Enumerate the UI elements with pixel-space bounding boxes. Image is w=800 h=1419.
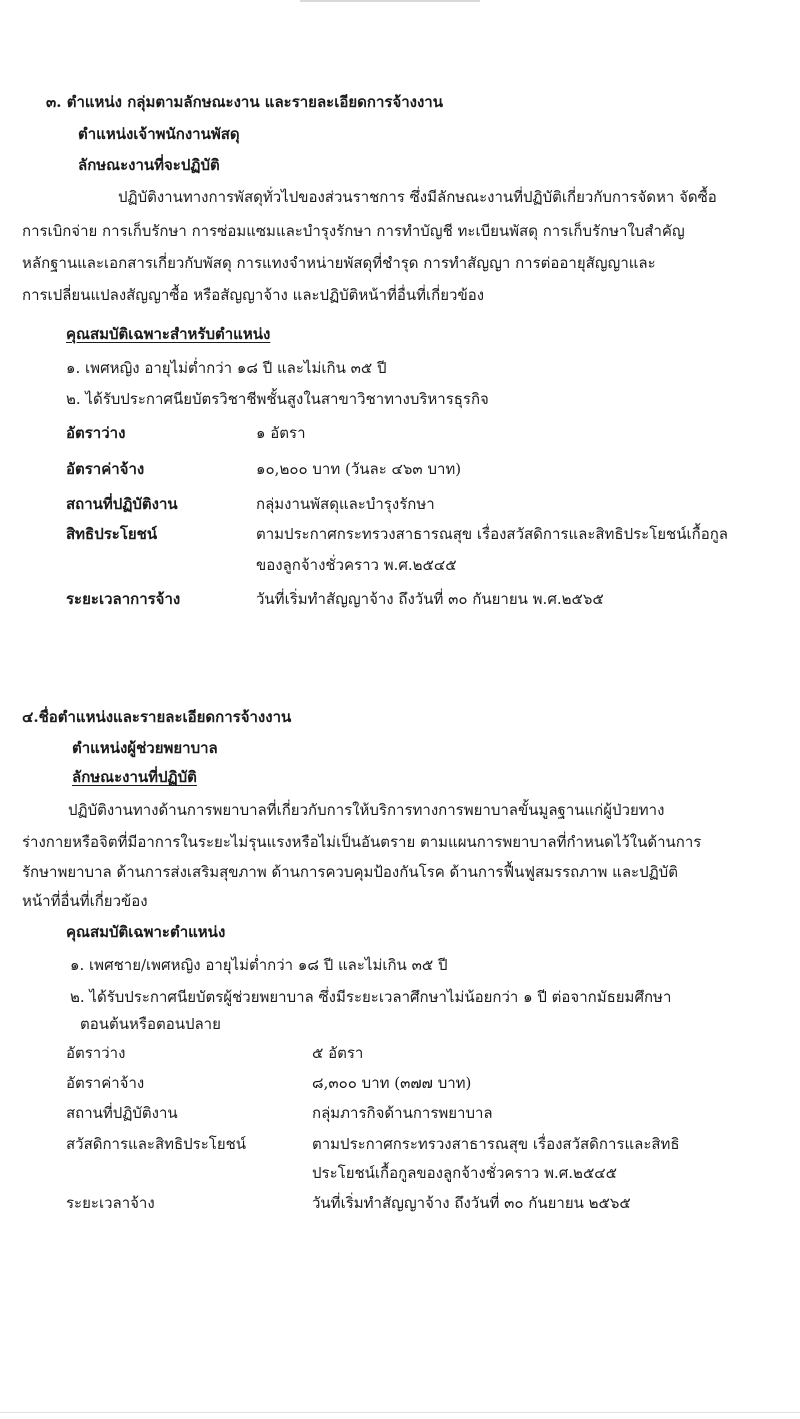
section4-wage-value: ๘,๓๐๐ บาท (๓๗๗ บาท)	[312, 1074, 472, 1092]
section3-period-value: วันที่เริ่มทำสัญญาจ้าง ถึงวันที่ ๓๐ กันยายน พ.ศ.๒๕๖๕	[256, 590, 604, 608]
section3-duties-line: การเบิกจ่าย การเก็บรักษา การซ่อมแซมและบำรุงรักษา การทำบัญชี ทะเบียนพัสดุ การเก็บรักษาใบสำคัญ	[22, 222, 685, 240]
section3-qual-title: คุณสมบัติเฉพาะสำหรับตำแหน่ง	[66, 325, 271, 343]
section4-duties-title: ลักษณะงานที่ปฏิบัติ	[72, 768, 197, 786]
section4-benefits-value: ประโยชน์เกื้อกูลของลูกจ้างชั่วคราว พ.ศ.๒๕๔๕	[312, 1164, 618, 1182]
section4-qual-line: ตอนต้นหรือตอนปลาย	[80, 1015, 221, 1033]
section3-workplace-value: กลุ่มงานพัสดุและบำรุงรักษา	[256, 495, 435, 513]
section3-qual-line: ๑. เพศหญิง อายุไม่ต่ำกว่า ๑๘ ปี และไม่เกิน ๓๕ ปี	[66, 359, 387, 377]
section3-benefits-label: สิทธิประโยชน์	[66, 525, 158, 543]
section3-workplace-label: สถานที่ปฏิบัติงาน	[66, 495, 178, 513]
section3-wage-value: ๑๐,๒๐๐ บาท (วันละ ๔๖๓ บาท)	[256, 460, 462, 478]
section3-benefits-value: ตามประกาศกระทรวงสาธารณสุข เรื่องสวัสดิการและสิทธิประโยชน์เกื้อกูล	[256, 525, 728, 543]
section3-position: ตำแหน่งเจ้าพนักงานพัสดุ	[78, 125, 240, 143]
section4-qual-line: ๒. ได้รับประกาศนียบัตรผู้ช่วยพยาบาล ซึ่งมีระยะเวลาศึกษาไม่น้อยกว่า ๑ ปี ต่อจากมัธยมศึกษา	[70, 988, 672, 1006]
section4-qual-title: คุณสมบัติเฉพาะตำแหน่ง	[66, 923, 226, 941]
section3-qual-line: ๒. ได้รับประกาศนียบัตรวิชาชีพชั้นสูงในสาขาวิชาทางบริหารธุรกิจ	[66, 390, 489, 408]
section4-position: ตำแหน่งผู้ช่วยพยาบาล	[72, 739, 218, 757]
section4-benefits-value: ตามประกาศกระทรวงสาธารณสุข เรื่องสวัสดิการและสิทธิ	[312, 1135, 680, 1153]
section4-benefits-label: สวัสดิการและสิทธิประโยชน์	[66, 1135, 247, 1153]
section4-period-value: วันที่เริ่มทำสัญญาจ้าง ถึงวันที่ ๓๐ กันยายน ๒๕๖๕	[312, 1194, 631, 1212]
section3-wage-label: อัตราค่าจ้าง	[66, 460, 145, 478]
section4-duties-line: รักษาพยาบาล ด้านการส่งเสริมสุขภาพ ด้านการควบคุมป้องกันโรค ด้านการฟื้นฟูสมรรถภาพ และปฏิบัติ	[22, 863, 678, 881]
section4-heading: ๔.ชื่อตำแหน่งและรายละเอียดการจ้างงาน	[22, 708, 292, 726]
section3-duties-line: หลักฐานและเอกสารเกี่ยวกับพัสดุ การแทงจำหน่ายพัสดุที่ชำรุด การทำสัญญา การต่ออายุสัญญาและ	[22, 254, 656, 272]
section3-duties-line: ปฏิบัติงานทางการพัสดุทั่วไปของส่วนราชการ ซึ่งมีลักษณะงานที่ปฏิบัติเกี่ยวกับการจัดหา จัดซื้อ	[118, 188, 717, 206]
section4-workplace-value: กลุ่มภารกิจด้านการพยาบาล	[312, 1104, 493, 1122]
scan-edge-bottom	[0, 1412, 800, 1413]
section4-vacancy-value: ๕ อัตรา	[312, 1044, 364, 1062]
section4-wage-label: อัตราค่าจ้าง	[66, 1074, 145, 1092]
section4-duties-line: ปฏิบัติงานทางด้านการพยาบาลที่เกี่ยวกับการให้บริการทางการพยาบาลขั้นมูลฐานแก่ผู้ป่วยทาง	[68, 801, 665, 819]
section3-benefits-value: ของลูกจ้างชั่วคราว พ.ศ.๒๕๔๕	[256, 556, 457, 574]
section3-heading: ๓. ตำแหน่ง กลุ่มตามลักษณะงาน และรายละเอียดการจ้างงาน	[46, 93, 443, 111]
section4-duties-line: ร่างกายหรือจิตที่มีอาการในระยะไม่รุนแรงหรือไม่เป็นอันตราย ตามแผนการพยาบาลที่กำหนดไว้ในด้านการ	[22, 833, 702, 851]
scan-edge-top	[300, 0, 480, 2]
section4-workplace-label: สถานที่ปฏิบัติงาน	[66, 1104, 178, 1122]
section3-vacancy-label: อัตราว่าง	[66, 424, 126, 442]
section4-vacancy-label: อัตราว่าง	[66, 1044, 126, 1062]
section4-duties-line: หน้าที่อื่นที่เกี่ยวข้อง	[22, 892, 148, 910]
section3-duties-line: การเปลี่ยนแปลงสัญญาซื้อ หรือสัญญาจ้าง และปฏิบัติหน้าที่อื่นที่เกี่ยวข้อง	[22, 286, 485, 304]
section3-vacancy-value: ๑ อัตรา	[256, 424, 306, 442]
section4-period-label: ระยะเวลาจ้าง	[66, 1194, 155, 1212]
section3-period-label: ระยะเวลาการจ้าง	[66, 590, 181, 608]
section4-qual-line: ๑. เพศชาย/เพศหญิง อายุไม่ต่ำกว่า ๑๘ ปี และไม่เกิน ๓๕ ปี	[70, 956, 448, 974]
section3-duties-title: ลักษณะงานที่จะปฏิบัติ	[78, 156, 220, 174]
